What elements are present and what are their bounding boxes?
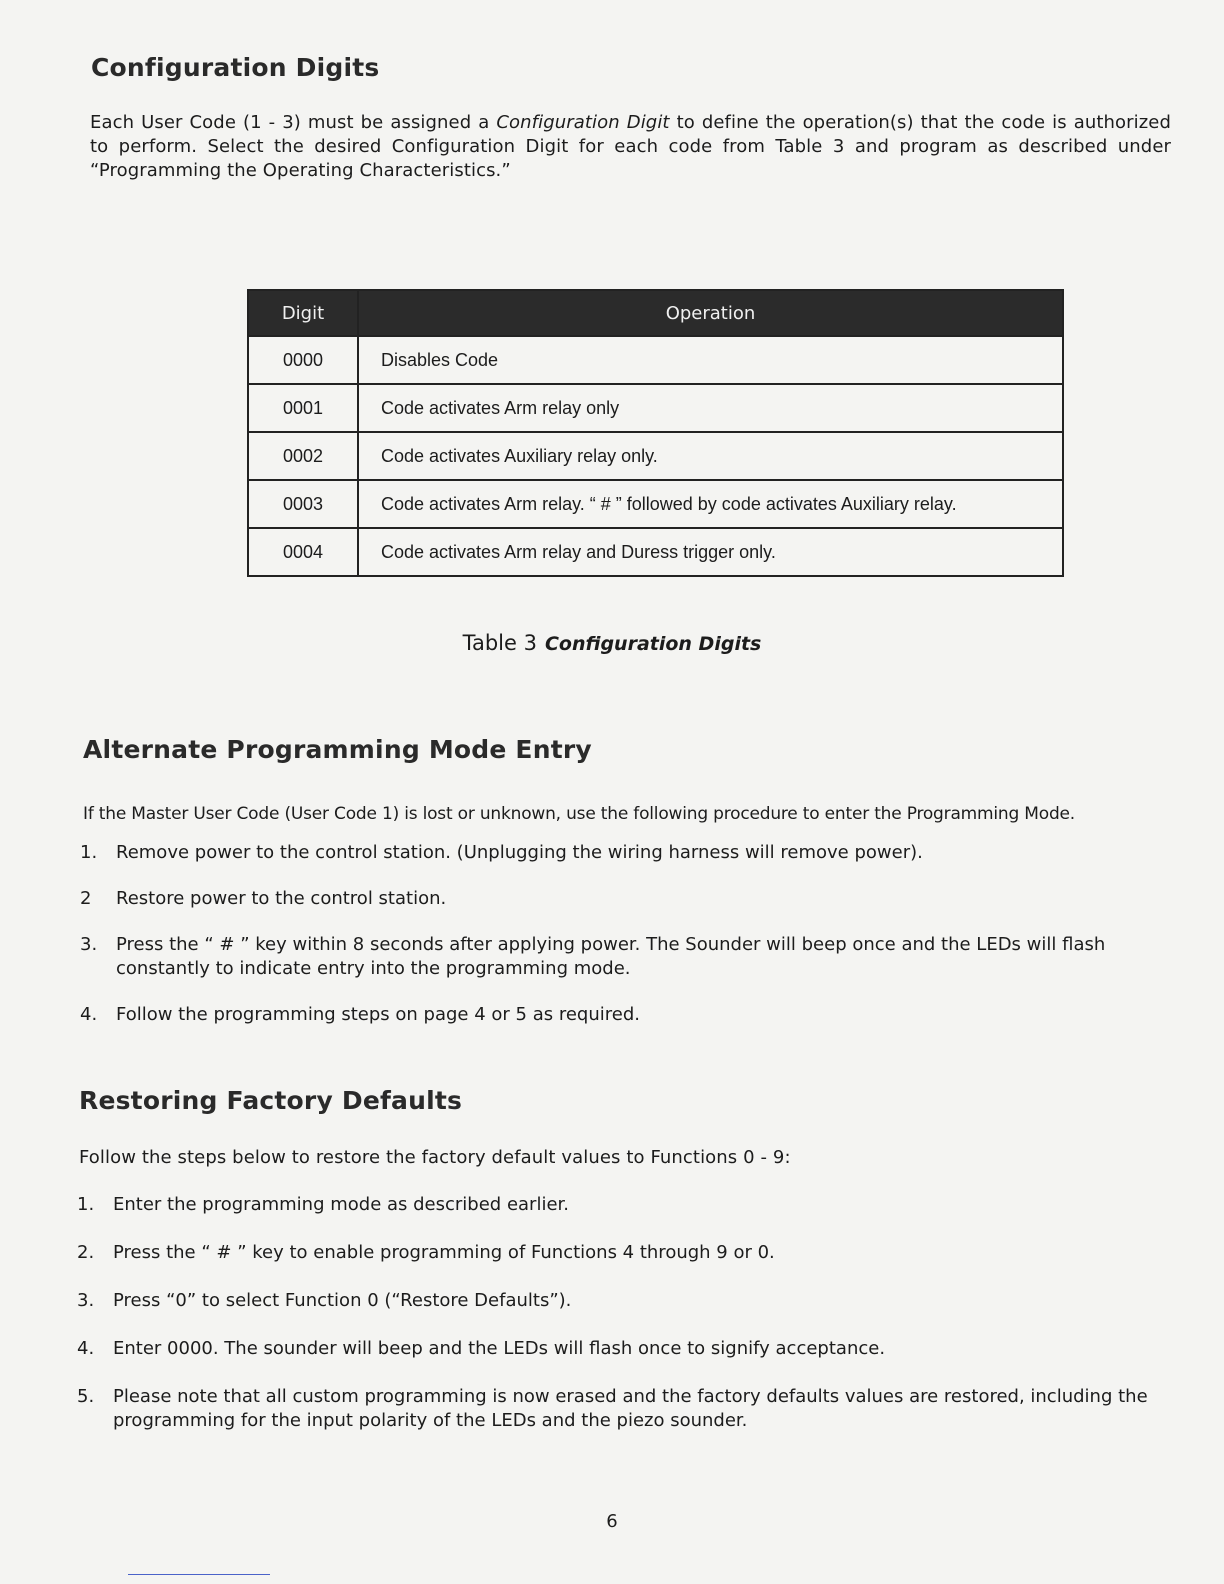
- list-item: [77, 1337, 1169, 1361]
- operation-cell: Code activates Auxiliary relay only.: [358, 432, 1063, 480]
- config-intro-emphasis: Configuration Digit: [496, 112, 670, 133]
- step-number: 2.: [77, 1242, 95, 1263]
- step-number: 3.: [77, 1290, 95, 1311]
- step-text: Follow the programming steps on page 4 or 5 as required.: [116, 1004, 640, 1025]
- step-number: 4.: [77, 1338, 95, 1359]
- step-text: Press the “ # ” key to enable programming of Functions 4 through 9 or 0.: [113, 1242, 775, 1263]
- table-caption: [0, 631, 1224, 655]
- list-item: [77, 1289, 1169, 1313]
- caption-title: Configuration Digits: [544, 633, 762, 655]
- table-header-row: [248, 290, 1063, 336]
- step-text: Press the “ # ” key within 8 seconds after applying power. The Sounder will beep once and the LEDs will flash constantly to indicate entry into the programming mode.: [116, 934, 1106, 979]
- config-intro-after: to define the operation(s) that the code is authorized to perform. Select the desired Configuration Digit for each code from Table 3 and program as described under “Programming the Operating Characteristics.”: [90, 112, 1172, 181]
- step-number: 5.: [77, 1386, 95, 1407]
- page-number: 6: [606, 1511, 618, 1532]
- config-intro: [90, 111, 1171, 183]
- step-text: Please note that all custom programming is now erased and the factory defaults values are restored, including the programming for the input polarity of the LEDs and the piezo sounder.: [113, 1386, 1148, 1431]
- table-row: [248, 528, 1063, 576]
- footer-rule: [128, 1574, 270, 1575]
- restore-intro: Follow the steps below to restore the factory default values to Functions 0 - 9:: [79, 1147, 791, 1168]
- restore-steps: [77, 1193, 1169, 1433]
- header-digit: Digit: [248, 290, 358, 336]
- step-text: Restore power to the control station.: [116, 888, 447, 909]
- config-intro-before: Each User Code (1 - 3) must be assigned a: [90, 112, 497, 133]
- operation-cell: Code activates Arm relay and Duress trigger only.: [358, 528, 1063, 576]
- configuration-digits-table: [247, 289, 1064, 577]
- config-heading: Configuration Digits: [91, 53, 380, 82]
- table-row: [248, 432, 1063, 480]
- step-text: Enter the programming mode as described earlier.: [113, 1194, 569, 1215]
- alternate-intro: If the Master User Code (User Code 1) is lost or unknown, use the following procedure to enter the Programming Mode.: [83, 804, 1075, 824]
- operation-cell: Code activates Arm relay. “ # ” followed by code activates Auxiliary relay.: [358, 480, 1063, 528]
- step-text: Press “0” to select Function 0 (“Restore Defaults”).: [113, 1290, 572, 1311]
- list-item: [77, 1241, 1169, 1265]
- digit-cell: 0004: [248, 528, 358, 576]
- header-operation: Operation: [358, 290, 1063, 336]
- alternate-steps: [80, 841, 1170, 1027]
- table-row: [248, 480, 1063, 528]
- alternate-heading: Alternate Programming Mode Entry: [83, 735, 592, 764]
- digit-cell: 0002: [248, 432, 358, 480]
- caption-label: Table 3: [462, 631, 537, 655]
- step-number: 4.: [80, 1004, 98, 1025]
- list-item: [80, 933, 1170, 981]
- restore-heading: Restoring Factory Defaults: [79, 1086, 463, 1115]
- operation-cell: Code activates Arm relay only: [358, 384, 1063, 432]
- step-number: 1.: [80, 842, 98, 863]
- table-row: [248, 336, 1063, 384]
- list-item: [77, 1385, 1169, 1433]
- step-text: Enter 0000. The sounder will beep and the LEDs will flash once to signify acceptance.: [113, 1338, 886, 1359]
- list-item: [80, 841, 1170, 865]
- list-item: [80, 1003, 1170, 1027]
- operation-cell: Disables Code: [358, 336, 1063, 384]
- table-row: [248, 384, 1063, 432]
- list-item: [77, 1193, 1169, 1217]
- list-item: [80, 887, 1170, 911]
- digit-cell: 0000: [248, 336, 358, 384]
- digit-cell: 0001: [248, 384, 358, 432]
- digit-cell: 0003: [248, 480, 358, 528]
- step-number: 3.: [80, 934, 98, 955]
- step-number: 2: [80, 888, 92, 909]
- step-text: Remove power to the control station. (Unplugging the wiring harness will remove power).: [116, 842, 923, 863]
- step-number: 1.: [77, 1194, 95, 1215]
